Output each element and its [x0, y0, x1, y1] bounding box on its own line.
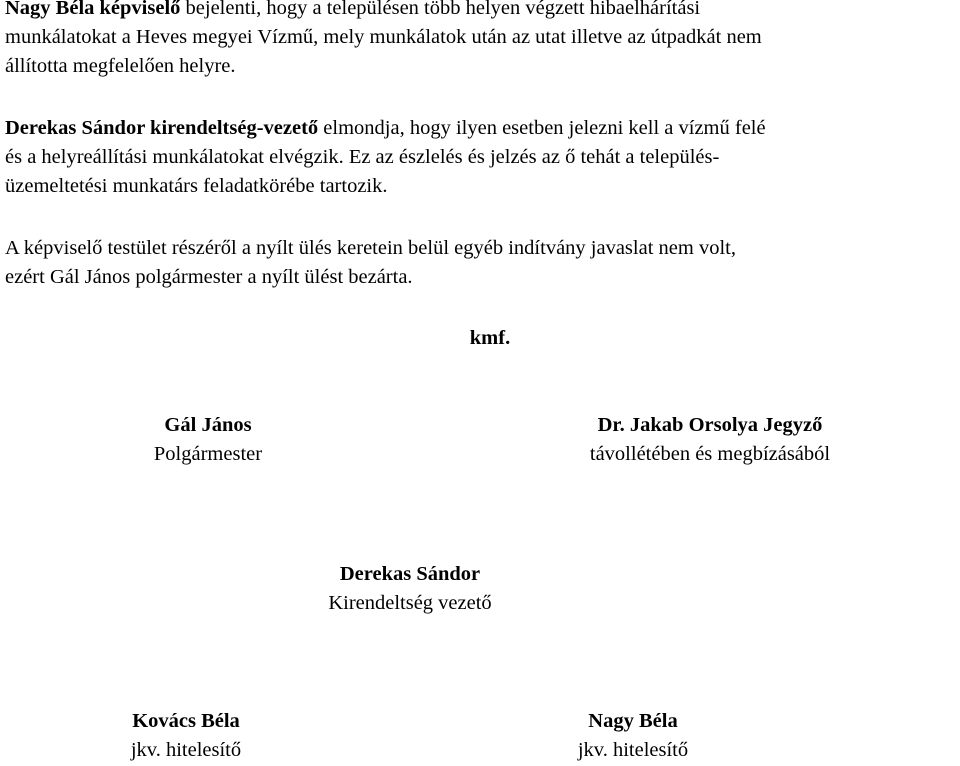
paragraph-vizmu-report	[5, 0, 960, 81]
paragraph-meeting-closure	[5, 234, 960, 292]
paragraph-text: elmondja, hogy ilyen esetben jelezni kell a vízmű felé	[318, 117, 766, 139]
signatory-name: Nagy Béla	[588, 710, 678, 732]
signatory-role: Kirendeltség vezető	[328, 592, 492, 614]
paragraph-line: munkálatokat a Heves megyei Vízmű, mely munkálatok után az utat illetve az útpadkát nem	[5, 26, 762, 48]
paragraph-line	[5, 0, 960, 23]
paragraph-line: A képviselő testület részéről a nyílt ülés keretein belül egyéb indítvány javaslat nem volt,	[5, 237, 736, 259]
paragraph-line: állította megfelelően helyre.	[5, 55, 236, 77]
signature-authenticator-2	[543, 707, 723, 765]
paragraph-branch-head-response	[5, 114, 960, 201]
paragraph-line	[5, 114, 960, 143]
signatory-name: Derekas Sándor	[339, 563, 481, 585]
signature-mayor	[118, 411, 298, 469]
signatory-name: Kovács Béla	[132, 710, 240, 732]
paragraph-line: ezért Gál János polgármester a nyílt ülést bezárta.	[5, 266, 413, 288]
signature-authenticator-1	[96, 707, 276, 765]
signature-branch-head	[290, 560, 530, 618]
signature-notary	[530, 411, 890, 469]
signatory-role: távollétében és megbízásából	[589, 443, 831, 465]
signatory-name: Gál János	[164, 414, 252, 436]
paragraph-text: bejelenti, hogy a településen több helyen végzett hibaelhárítási	[180, 0, 701, 19]
signatory-role: Polgármester	[153, 443, 263, 465]
signatory-role: jkv. hitelesítő	[130, 739, 242, 761]
speaker-name: Derekas Sándor kirendeltség-vezető	[5, 117, 319, 139]
kmf-marker: kmf.	[469, 327, 511, 349]
speaker-name: Nagy Béla képviselő	[5, 0, 181, 19]
signatory-role: jkv. hitelesítő	[577, 739, 689, 761]
paragraph-line: üzemeltetési munkatárs feladatkörébe tartozik.	[5, 175, 388, 197]
signatory-name: Dr. Jakab Orsolya Jegyző	[597, 414, 823, 436]
paragraph-line: és a helyreállítási munkálatokat elvégzik. Ez az észlelés és jelzés az ő tehát a település-	[5, 146, 720, 168]
